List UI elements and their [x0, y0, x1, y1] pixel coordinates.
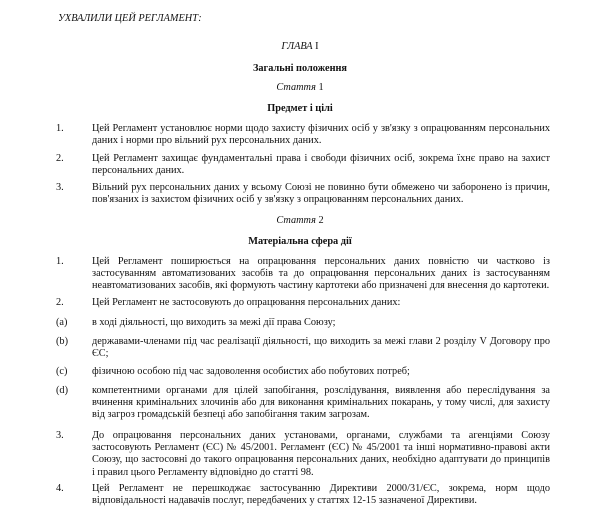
article-2-heading [0, 215, 600, 227]
chapter-number: I [315, 41, 319, 52]
item-number: (a) [56, 317, 68, 328]
article-2-title: Матеріальна сфера дії [248, 236, 352, 247]
item-text: Цей Регламент поширюється на опрацювання персональних даних повністю чи частково із застосуванням автоматизованих засобів та до опрацювання персональних даних із застосуванням неавтоматизованих засобів, які формують частину картотеки або призначені для внесення до картотеки. [92, 256, 550, 292]
article-2-subitem [56, 366, 550, 378]
article-1-word: Стаття [276, 82, 316, 93]
item-number: 2. [56, 153, 64, 164]
item-number: 3. [56, 430, 64, 441]
item-number: (c) [56, 366, 68, 377]
item-number: 1. [56, 256, 64, 267]
article-1-title: Предмет і цілі [267, 103, 333, 114]
item-text: До опрацювання персональних даних установами, органами, службами та агенціями Союзу застосовують Регламент (ЄС) № 45/2001. Регламент (ЄС) № 45/2001 та інші нормативно-правові акти Союзу, що застосовні до такого опрацювання персональних даних, необхідно адаптувати до принципів і правил цього Регламенту відповідно до статті 98. [92, 430, 550, 478]
article-1-item [56, 153, 550, 177]
chapter-heading [0, 41, 600, 53]
item-number: 1. [56, 123, 64, 134]
item-text: в ході діяльності, що виходить за межі дії права Союзу; [92, 317, 336, 328]
article-1-item [56, 123, 550, 147]
item-text: Цей Регламент установлює норми щодо захисту фізичних осіб у зв'язку з опрацюванням персональних даних і норми про вільний рух персональних даних. [92, 123, 550, 147]
article-2-item [56, 256, 550, 293]
item-number: 3. [56, 182, 64, 193]
article-2-item [56, 483, 550, 507]
item-number: (b) [56, 336, 69, 347]
item-text: фізичною особою під час задоволення особистих або побутових потреб; [92, 366, 410, 377]
chapter-title: Загальні положення [252, 63, 348, 74]
article-2-item [56, 297, 550, 309]
item-text: Вільний рух персональних даних у всьому Союзі не повинно бути обмежено чи заборонено із причин, пов'язаних із захистом фізичних осіб у зв'язку з опрацюванням персональних даних. [92, 182, 550, 206]
item-number: 2. [56, 297, 64, 308]
item-text: Цей Регламент захищає фундаментальні права і свободи фізичних осіб, зокрема їхнє право на захист персональних даних. [92, 153, 550, 177]
article-2-subitem [56, 317, 550, 329]
article-1-number: 1 [318, 82, 324, 93]
item-number: 4. [56, 483, 64, 494]
item-text: Цей Регламент не перешкоджає застосуванню Директиви 2000/31/ЄС, зокрема, норм щодо відповідальності надавачів послуг, передбачених у статтях 12-15 зазначеної Директиви. [92, 483, 550, 507]
article-2-subitem [56, 336, 550, 360]
article-1-item [56, 182, 550, 206]
item-text: компетентними органами для цілей запобігання, розслідування, виявлення або переслідування за вчинення кримінальних злочинів або для виконання кримінальних покарань, у тому числі, для захисту від загроз громадській безпеці або запобігання таким загрозам. [92, 385, 550, 421]
item-number: (d) [56, 385, 69, 396]
chapter-word: ГЛАВА [281, 41, 313, 52]
item-text: державами-членами під час реалізації діяльності, що виходить за межі глави 2 розділу V Договору про ЄС; [92, 336, 550, 360]
article-2-subitem [56, 385, 550, 422]
article-2-number: 2 [318, 215, 324, 226]
intro-text: УХВАЛИЛИ ЦЕЙ РЕГЛАМЕНТ: [58, 13, 202, 24]
item-text: Цей Регламент не застосовують до опрацювання персональних даних: [92, 297, 401, 308]
article-2-word: Стаття [276, 215, 316, 226]
article-2-item [56, 430, 550, 479]
article-1-heading [0, 82, 600, 94]
